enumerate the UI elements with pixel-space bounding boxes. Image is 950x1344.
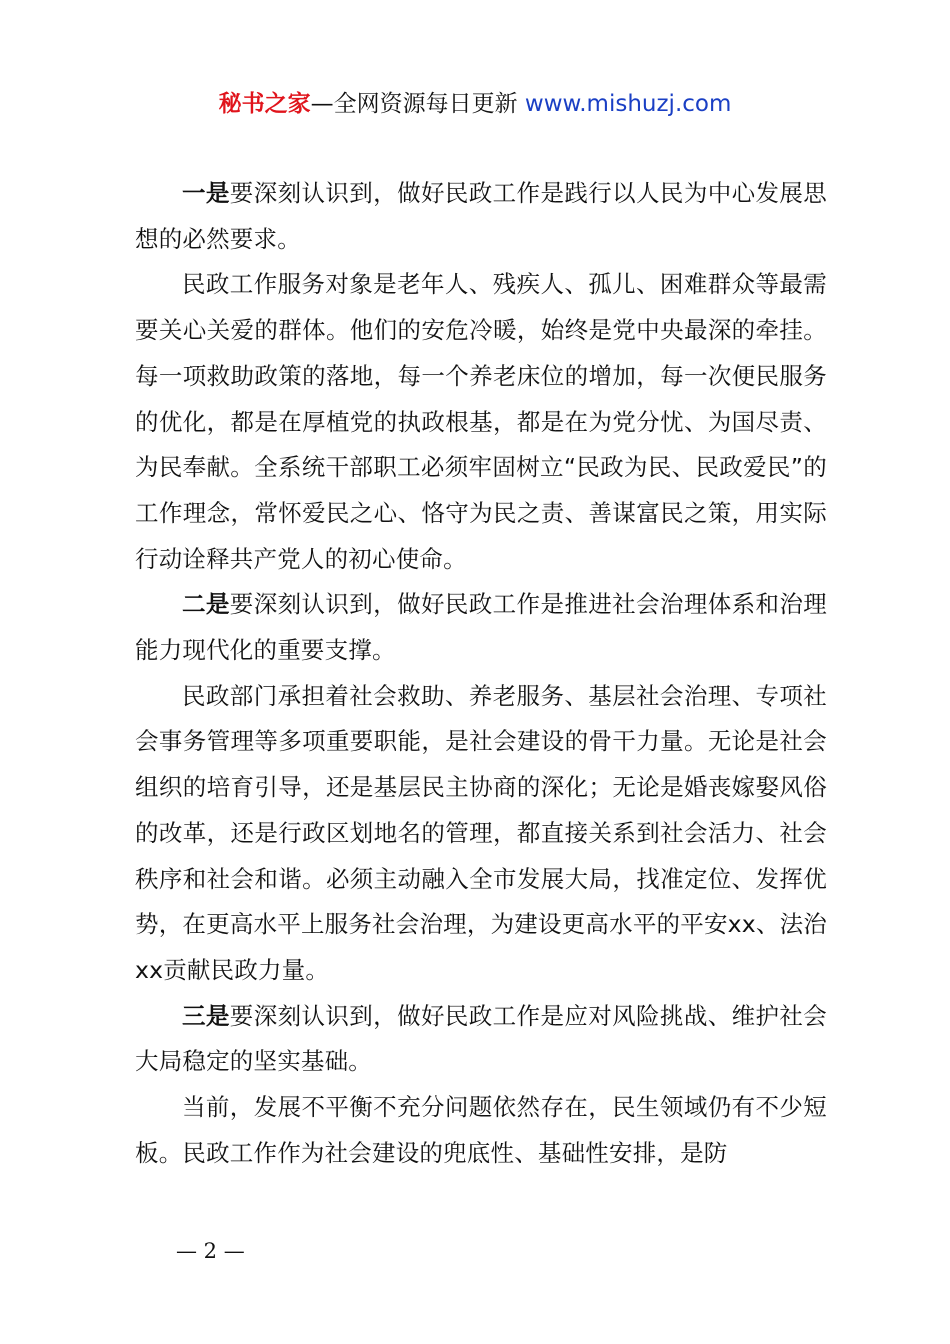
paragraph-body <box>135 1085 827 1176</box>
paragraph-text: 要深刻认识到，做好民政工作是践行以人民为中心发展思想的必然要求。 <box>135 179 827 253</box>
paragraph-lead: 二是 <box>182 590 230 619</box>
paragraph-point-three <box>135 994 827 1085</box>
paragraph-text: 当前，发展不平衡不充分问题依然存在，民生领域仍有不少短板。民政工作作为社会建设的兜底性、基础性安排，是防 <box>135 1093 827 1167</box>
document-body <box>135 171 827 1176</box>
paragraph-body <box>135 674 827 994</box>
paragraph-text: 民政工作服务对象是老年人、残疾人、孤儿、困难群众等最需要关心关爱的群体。他们的安危冷暖，始终是党中央最深的牵挂。每一项救助政策的落地，每一个养老床位的增加，每一次便民服务的优化，都是在厚植党的执政根基，都是在为党分忧、为国尽责、为民奉献。全系统干部职工必须牢固树立“民政为民、民政爱民”的工作理念，常怀爱民之心、恪守为民之责、善谋富民之策，用实际行动诠释共产党人的初心使命。 <box>135 270 827 573</box>
paragraph-lead: 一是 <box>182 179 230 207</box>
paragraph-text: 要深刻认识到，做好民政工作是推进社会治理体系和治理能力现代化的重要支撑。 <box>135 590 827 665</box>
paragraph-text: 要深刻认识到，做好民政工作是应对风险挑战、维护社会大局稳定的坚实基础。 <box>135 1001 827 1076</box>
page-number: — 2 — <box>176 1239 245 1263</box>
paragraph-lead: 三是 <box>182 1001 230 1030</box>
site-url-link[interactable]: www.mishuzj.com <box>524 91 732 117</box>
paragraph-point-one <box>135 171 827 262</box>
page-header <box>0 86 950 122</box>
paragraph-body <box>135 262 827 582</box>
brand-name: 秘书之家 <box>218 91 311 117</box>
paragraph-point-two <box>135 582 827 673</box>
header-tagline: —全网资源每日更新 <box>310 91 525 117</box>
paragraph-text: 民政部门承担着社会救助、养老服务、基层社会治理、专项社会事务管理等多项重要职能，是社会建设的骨干力量。无论是社会组织的培育引导，还是基层民主协商的深化；无论是婚丧嫁娶风俗的改革，还是行政区划地名的管理，都直接关系到社会活力、社会秩序和社会和谐。必须主动融入全市发展大局，找准定位、发挥优势，在更高水平上服务社会治理，为建设更高水平的平安xx、法治xx贡献民政力量。 <box>135 681 827 984</box>
